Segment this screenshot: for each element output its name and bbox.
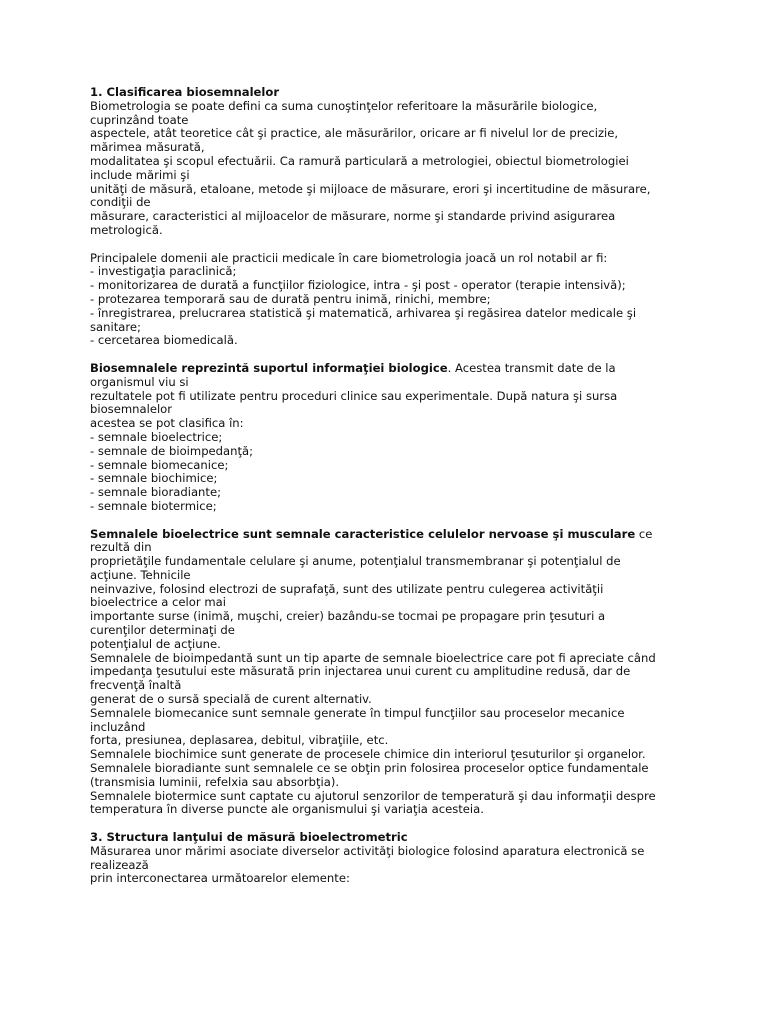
bioelectric-signals-paragraph bbox=[90, 528, 678, 818]
text-line: condiţii de bbox=[90, 195, 151, 210]
medical-domains-paragraph bbox=[90, 252, 678, 349]
section-3-heading: 3. Structura lanţului de măsură bioelectrometric bbox=[90, 830, 408, 845]
list-item: - înregistrarea, prelucrarea statistică şi matematică, arhivarea şi regăsirea datelor medicale şi bbox=[90, 305, 637, 320]
text-line bbox=[90, 528, 678, 542]
text-line: Măsurarea unor mărimi asociate diverselor activităţi biologice folosind aparatura electronică se bbox=[90, 843, 645, 858]
text-line: curenţilor determinaţi de bbox=[90, 623, 235, 638]
paragraph-gap bbox=[90, 514, 678, 528]
list-item: - monitorizarea de durată a funcţiilor fiziologice, intra - şi post - operator (terapie intensivă); bbox=[90, 278, 626, 293]
biosignals-paragraph bbox=[90, 362, 678, 514]
text-line: Semnalele bioradiante sunt semnalele ce se obţin prin folosirea proceselor optice fundamentale bbox=[90, 761, 649, 776]
text-line: Semnalele biochimice sunt generate de procesele chimice din interiorul ţesuturilor şi organelor. bbox=[90, 747, 646, 762]
text-line: frecvenţă înaltă bbox=[90, 678, 182, 693]
text-line: Semnalele biomecanice sunt semnale generate în timpul funcţiilor sau proceselor mecanice bbox=[90, 705, 625, 720]
text-line: metrologică. bbox=[90, 222, 163, 237]
list-item: - investigaţia paraclinică; bbox=[90, 264, 237, 279]
text-run: . Acestea transmit date de la bbox=[447, 360, 616, 375]
text-line: biosemnalelor bbox=[90, 402, 173, 417]
list-item: - semnale biomecanice; bbox=[90, 457, 229, 472]
text-line: neinvazive, folosind electrozi de suprafaţă, sunt des utilizate pentru culegerea activităţii bbox=[90, 581, 604, 596]
section-1-heading: 1. Clasificarea biosemnalelor bbox=[90, 85, 280, 99]
text-line: Principalele domenii ale practicii medicale în care biometrologia joacă un rol notabil ar fi: bbox=[90, 250, 608, 265]
list-item: - cercetarea biomedicală. bbox=[90, 333, 238, 348]
list-item: - semnale biotermice; bbox=[90, 498, 217, 513]
text-line: aspectele, atât teoretice cât şi practice, ale măsurărilor, oricare ar fi nivelul lor de precizie, bbox=[90, 126, 619, 141]
text-line bbox=[90, 362, 678, 376]
text-line: incluzând bbox=[90, 719, 146, 734]
text-line: acţiune. Tehnicile bbox=[90, 567, 191, 582]
bold-phrase: Biosemnalele reprezintă suportul informaţiei biologice bbox=[90, 360, 448, 375]
text-line: potenţialul de acţiune. bbox=[90, 636, 221, 651]
text-line: generat de o sursă specială de curent alternativ. bbox=[90, 692, 372, 707]
text-line: unităţi de măsură, etaloane, metode şi mijloace de măsurare, erori şi incertitudine de măsurare, bbox=[90, 181, 651, 196]
paragraph-gap bbox=[90, 817, 678, 831]
text-line: include mărimi şi bbox=[90, 167, 190, 182]
text-line: prin interconectarea următoarelor elemente: bbox=[90, 871, 350, 886]
text-line: măsurare, caracteristici al mijloacelor de măsurare, norme şi standarde privind asigurarea bbox=[90, 209, 616, 224]
text-line: cuprinzând toate bbox=[90, 112, 189, 127]
list-item: - protezarea temporară sau de durată pentru inimă, rinichi, membre; bbox=[90, 291, 491, 306]
text-line: acestea se pot clasifica în: bbox=[90, 416, 244, 431]
list-item: - semnale bioradiante; bbox=[90, 485, 221, 500]
text-line: rezultă din bbox=[90, 540, 152, 555]
text-line: forta, presiunea, deplasarea, debitul, vibraţiile, etc. bbox=[90, 733, 389, 748]
text-line: realizează bbox=[90, 857, 149, 872]
text-line: temperatura în diverse puncte ale organismului şi variaţia acesteia. bbox=[90, 802, 484, 817]
text-line: Semnalele biotermice sunt captate cu ajutorul senzorilor de temperatură şi dau informaţii despre bbox=[90, 788, 656, 803]
list-item: - semnale de bioimpedanţă; bbox=[90, 443, 254, 458]
text-line: bioelectrice a celor mai bbox=[90, 595, 226, 610]
text-line: mărimea măsurată, bbox=[90, 140, 205, 155]
text-line: (transmisia luminii, refelxia sau absorbţia). bbox=[90, 774, 340, 789]
text-line: Semnalele de bioimpedantă sunt un tip aparte de semnale bioelectrice care pot fi apreciate când bbox=[90, 650, 656, 665]
list-item: - semnale biochimice; bbox=[90, 471, 218, 486]
section-3-paragraph bbox=[90, 845, 678, 886]
list-item: sanitare; bbox=[90, 319, 141, 334]
text-line: impedanţa ţesutului este măsurată prin injectarea unui curent cu amplitudine redusă, dar de bbox=[90, 664, 631, 679]
document-page bbox=[90, 86, 678, 886]
text-line: rezultatele pot fi utilizate pentru proceduri clinice sau experimentale. După natura şi sursa bbox=[90, 388, 618, 403]
section-1-intro-paragraph bbox=[90, 100, 678, 238]
text-line: Biometrologia se poate defini ca suma cunoştinţelor referitoare la măsurările biologice, bbox=[90, 98, 598, 113]
list-item: - semnale bioelectrice; bbox=[90, 429, 223, 444]
paragraph-gap bbox=[90, 238, 678, 252]
text-line: importante surse (inimă, muşchi, creier) bazându-se tocmai pe propagare prin ţesuturi a bbox=[90, 609, 606, 624]
paragraph-gap bbox=[90, 348, 678, 362]
text-run: ce bbox=[635, 526, 653, 541]
text-line: organismul viu si bbox=[90, 374, 189, 389]
text-line: proprietăţile fundamentale celulare şi anume, potenţialul transmembranar şi potenţialul de bbox=[90, 554, 621, 569]
bold-phrase: Semnalele bioelectrice sunt semnale caracteristice celulelor nervoase şi musculare bbox=[90, 526, 636, 541]
text-line: modalitatea şi scopul efectuării. Ca ramură particulară a metrologiei, obiectul biometrologiei bbox=[90, 153, 629, 168]
